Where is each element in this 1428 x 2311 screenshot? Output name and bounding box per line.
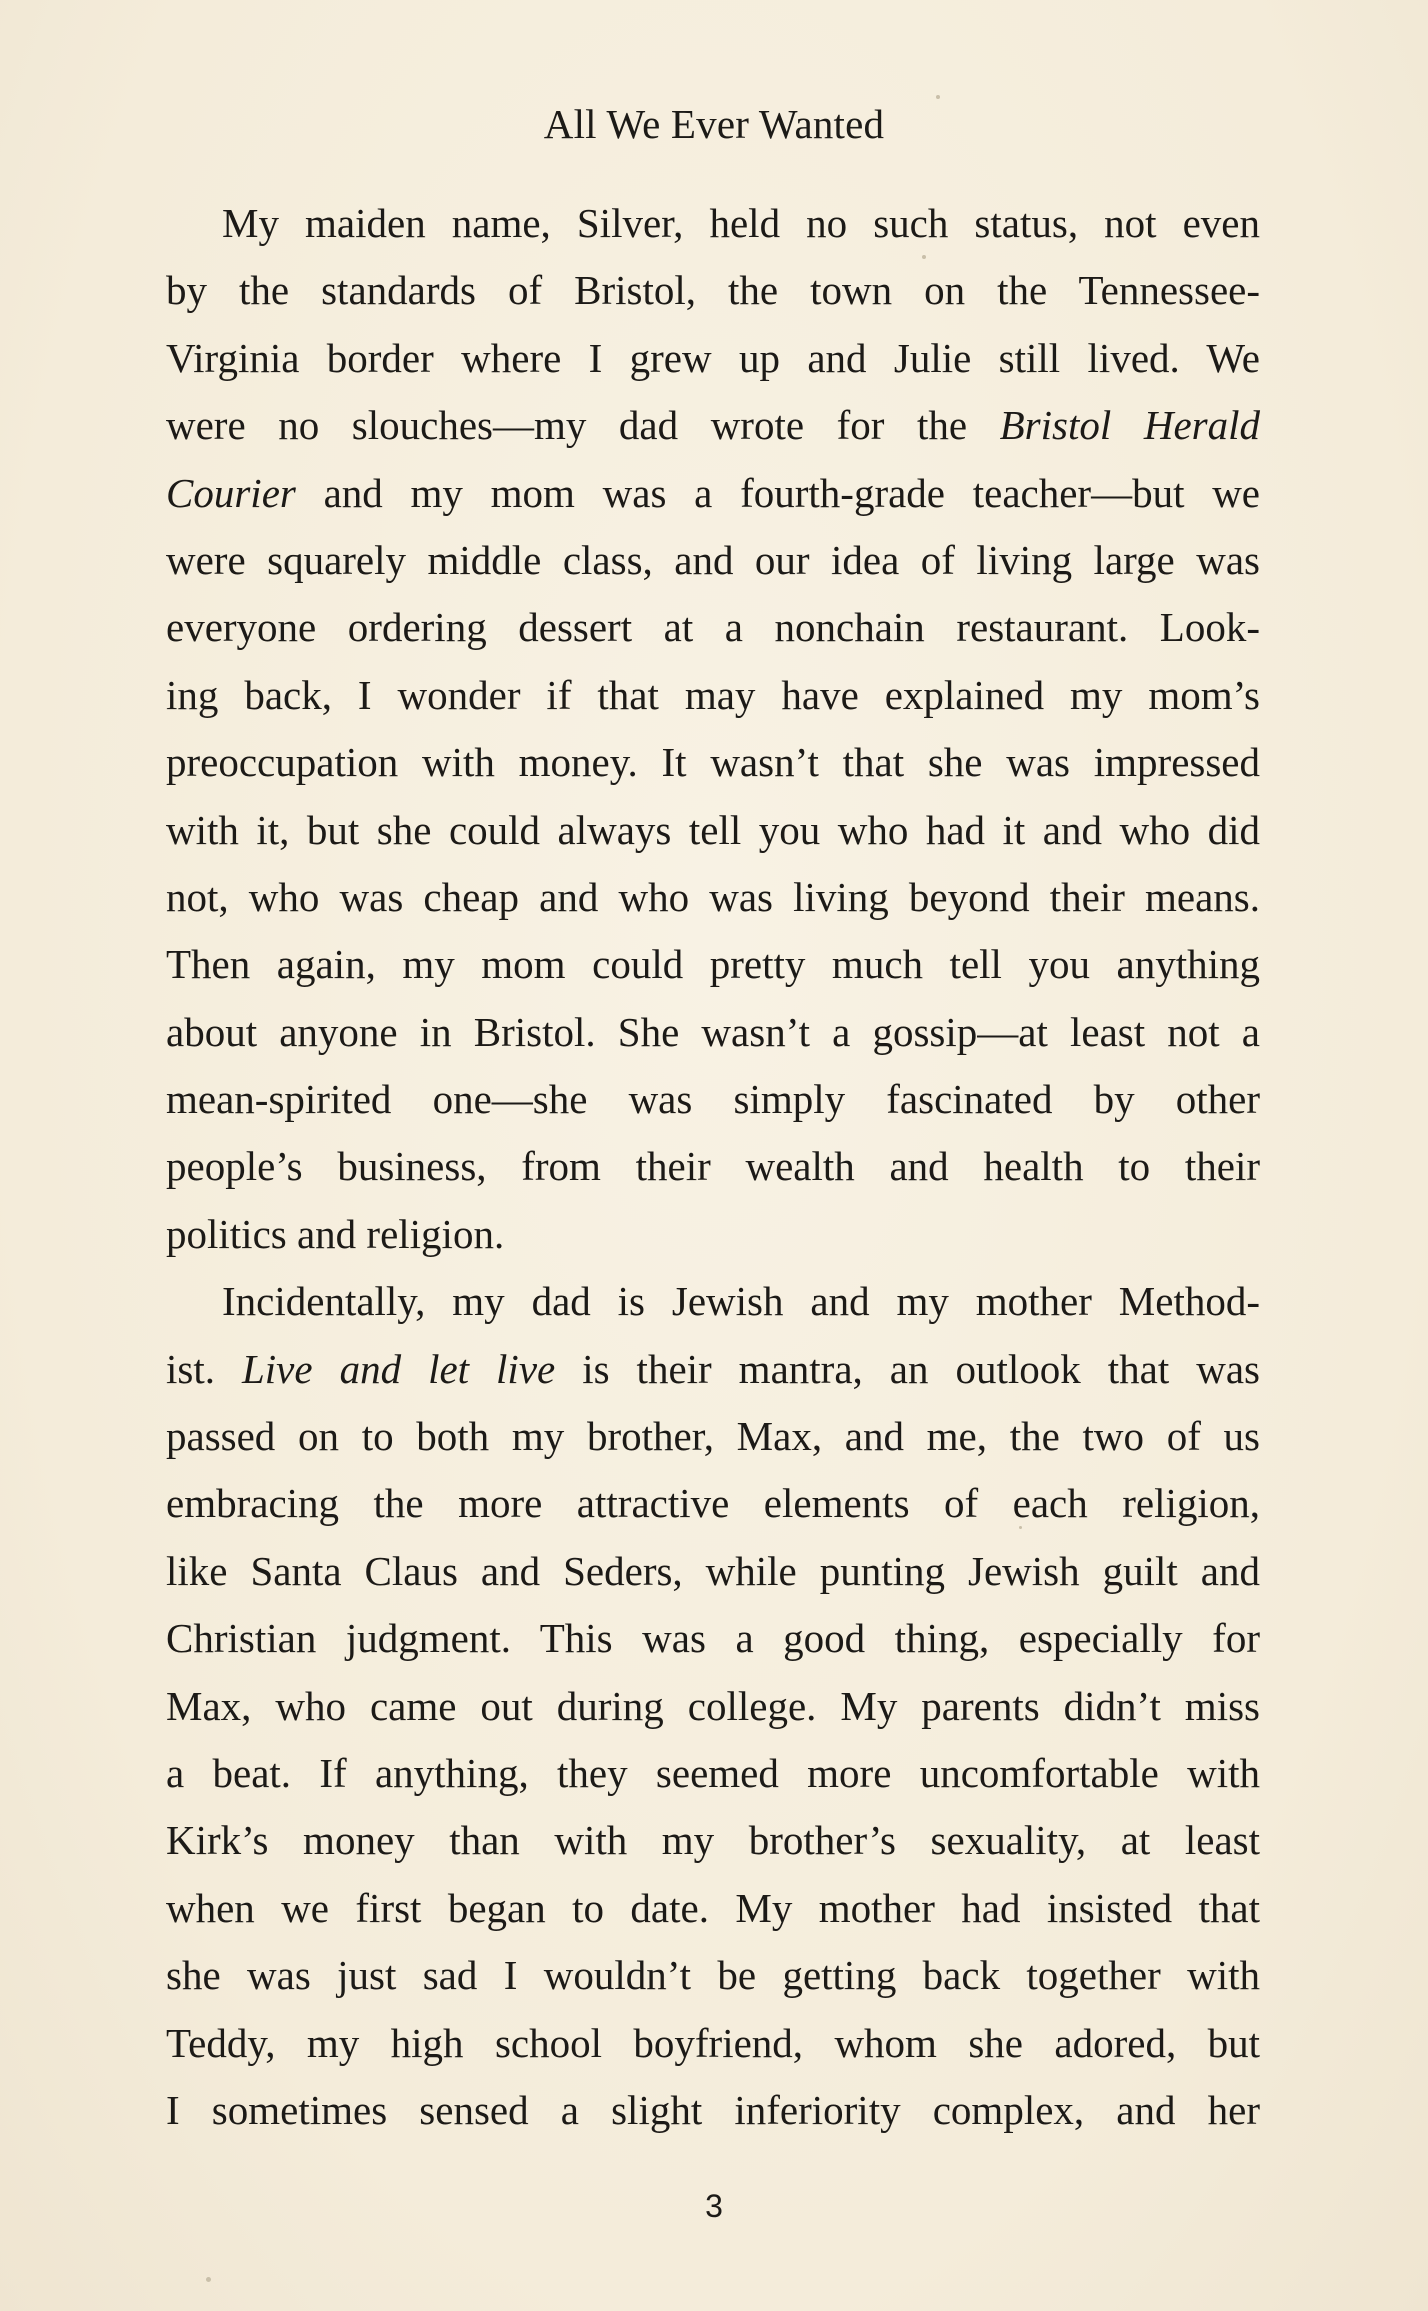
paper-speck (922, 255, 926, 259)
text-line: ing back, I wonder if that may have explained my mom’s (166, 671, 1260, 718)
paper-speck (1019, 1526, 1022, 1529)
italic-text: Bristol Herald (999, 402, 1260, 449)
text-line (166, 392, 1260, 459)
text-line: with it, but she could always tell you who had it and who did (166, 806, 1260, 853)
italic-text: Courier (166, 469, 296, 516)
text-line: when we first began to date. My mother had insisted that (166, 1884, 1260, 1931)
text-line: preoccupation with money. It wasn’t that she was impressed (166, 739, 1260, 786)
text-line: Max, who came out during college. My parents didn’t miss (166, 1682, 1260, 1729)
italic-text: Live and let live (241, 1345, 556, 1392)
paper-speck (206, 2277, 211, 2282)
text-line: a beat. If anything, they seemed more uncomfortable with (166, 1749, 1260, 1796)
paper-speck (936, 95, 940, 99)
text-segment: were no slouches—my dad wrote for the (166, 402, 1000, 449)
text-line: Then again, my mom could pretty much tell you anything (166, 941, 1260, 988)
text-line: embracing the more attractive elements of each religion, (166, 1480, 1260, 1527)
text-line: mean-spirited one—she was simply fascinated by other (166, 1076, 1260, 1123)
text-line: by the standards of Bristol, the town on the Tennessee- (166, 267, 1260, 314)
text-segment: is their mantra, an outlook that was (555, 1345, 1260, 1392)
text-line: Incidentally, my dad is Jewish and my mother Method- (222, 1278, 1260, 1325)
text-line: Christian judgment. This was a good thing, especially for (166, 1615, 1260, 1662)
text-line: Teddy, my high school boyfriend, whom she adored, but (166, 2019, 1260, 2066)
text-line: everyone ordering dessert at a nonchain restaurant. Look- (166, 604, 1260, 651)
running-head: All We Ever Wanted (543, 101, 885, 147)
page-number: 3 (705, 2188, 723, 2224)
text-line (166, 460, 1260, 527)
text-line (166, 1336, 1260, 1403)
text-line: I sometimes sensed a slight inferiority complex, and her (166, 2086, 1260, 2133)
body-text (166, 190, 1260, 2144)
text-line: My maiden name, Silver, held no such status, not even (222, 200, 1260, 246)
text-line: politics and religion. (166, 1210, 505, 1257)
text-line: people’s business, from their wealth and health to their (166, 1143, 1260, 1190)
text-line: she was just sad I wouldn’t be getting back together with (166, 1952, 1260, 1999)
text-line: Virginia border where I grew up and Julie still lived. We (166, 334, 1260, 381)
text-line: passed on to both my brother, Max, and me, the two of us (166, 1413, 1260, 1460)
text-segment: and my mom was a fourth-grade teacher—but we (295, 469, 1260, 516)
text-line: about anyone in Bristol. She wasn’t a gossip—at least not a (166, 1008, 1260, 1055)
text-line: not, who was cheap and who was living beyond their means. (166, 873, 1260, 920)
text-segment: ist. (166, 1345, 242, 1392)
text-line: were squarely middle class, and our idea of living large was (166, 536, 1260, 583)
text-line: like Santa Claus and Seders, while punting Jewish guilt and (166, 1547, 1260, 1594)
text-line: Kirk’s money than with my brother’s sexuality, at least (166, 1817, 1260, 1864)
